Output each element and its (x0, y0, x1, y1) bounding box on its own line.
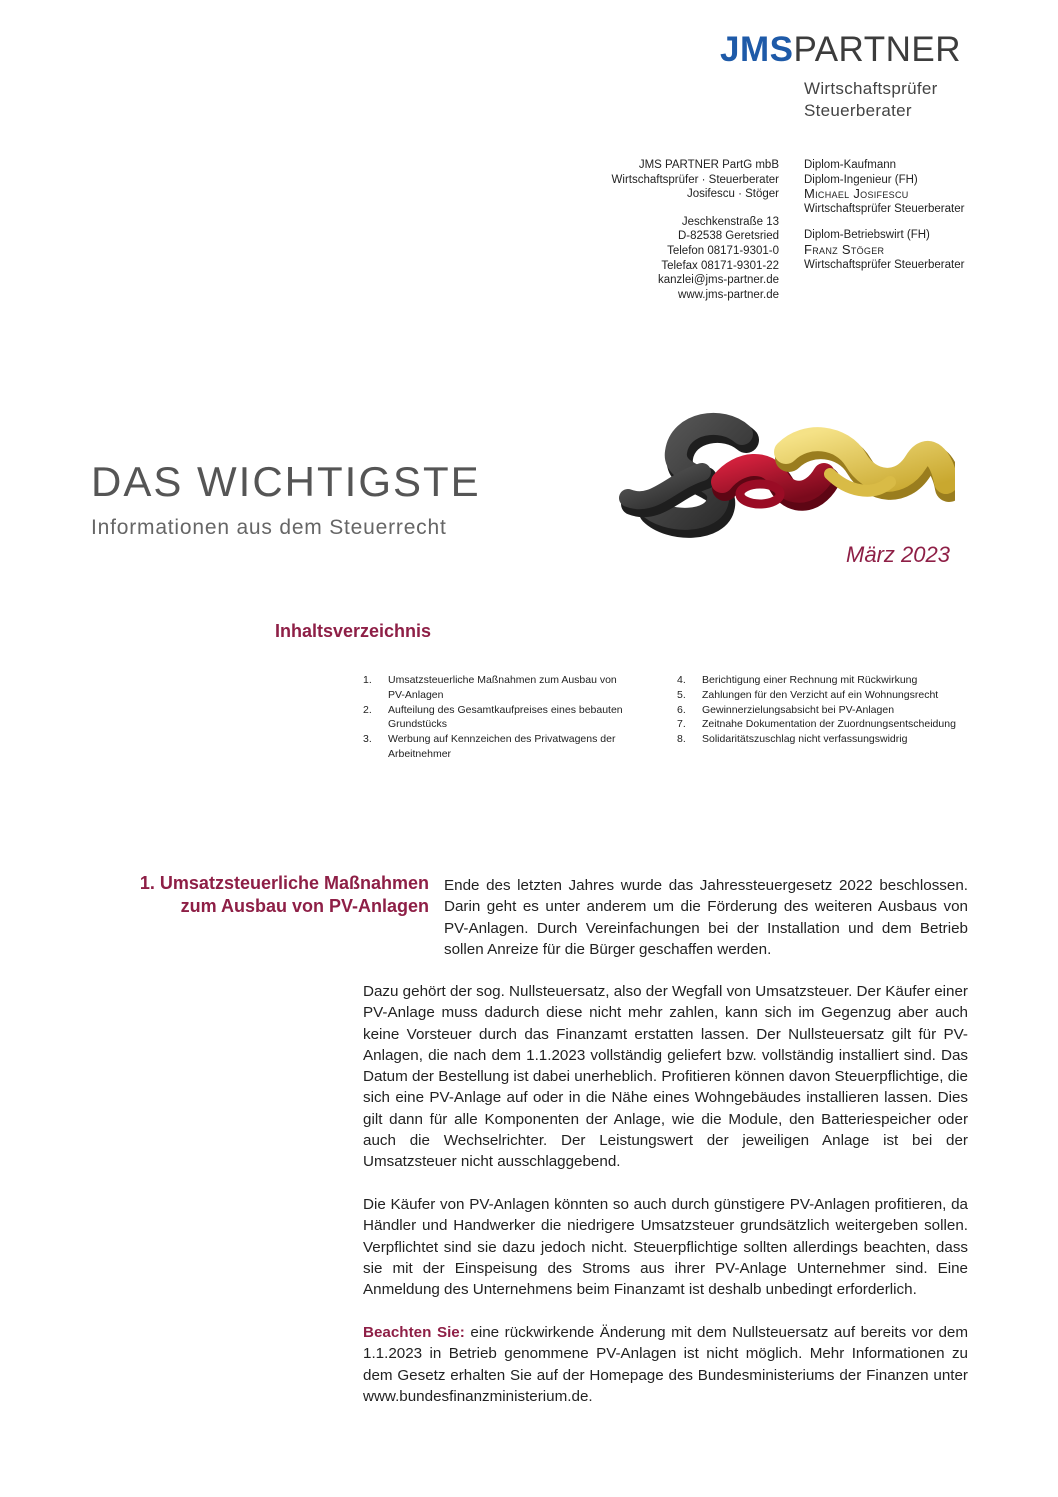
address-fax: Telefax 08171-9301-22 (661, 259, 779, 272)
toc-item-text: Zahlungen für den Verzicht auf ein Wohnungsrecht (702, 688, 939, 701)
address-street: Jeschkenstraße 13 (681, 215, 779, 228)
note-text: eine rückwirkende Änderung mit dem Nullsteuersatz auf bereits vor dem 1.1.2023 in Betrieb genommene PV-Anlagen ist nicht möglich. Mehr Informationen zu dem Gesetz erhalten Sie auf der Homepage des Bundesministeriums der Finanzen unter www.bundesfinanzministerium.de. (363, 1324, 968, 1405)
logo-sub-line1: Wirtschaftsprüfer (804, 79, 938, 98)
toc-item-text: Berichtigung einer Rechnung mit Rückwirkung (702, 674, 918, 686)
paragraph-symbols-icon (610, 412, 955, 552)
partner2-role: Wirtschaftsprüfer Steuerberater (804, 258, 965, 271)
section-1-paragraph-3: Die Käufer von PV-Anlagen könnten so auch durch günstigere PV-Anlagen profitieren, da Händler und Handwerker die niedrigere Umsatzsteuer grundsätzlich weitergeben sollen. Verpflichtet sind sie dazu jedoch nicht. Steuerpflichtige sollten allerdings beachten, dass sie mit der Einspeisung des Stroms aus ihrer PV-Anlage Unternehmer sind. Eine Anmeldung des Unternehmens beim Finanzamt ist deshalb unbedingt erforderlich. (363, 1196, 968, 1299)
page-title: DAS WICHTIGSTE (91, 458, 481, 505)
logo-jms: JMS (720, 30, 794, 69)
section-1-paragraph-2: Dazu gehört der sog. Nullsteuersatz, also der Wegfall von Umsatzsteuer. Der Käufer einer PV-Anlage muss dadurch diese nicht mehr zahlen, kann sich im Gegenzug aber auch keine Vorsteuer durch das Finanzamt erstatten lassen. Der Nullsteuersatz gilt für PV-Anlagen, die nach dem 1.1.2023 vollständig geliefert bzw. vollständig installiert sind. Das Datum der Bestellung ist dabei unerheblich. Profitieren können davon Steuerpflichtige, die sich eine PV-Anlage auf oder in die Nähe eines Wohngebäudes installieren lassen. Dies gilt dann für alle Komponenten der Anlage, wie die Module, den Batteriespeicher oder auch die Wechselrichter. Der Leistungswert der jeweiligen Anlage ist bei der Umsatzsteuer nicht ausschlaggebend. (363, 983, 968, 1171)
address-city: D-82538 Geretsried (678, 230, 779, 243)
toc-item-number: 1. (363, 674, 372, 686)
page-subtitle: Informationen aus dem Steuerrecht (91, 516, 447, 539)
toc-item[interactable] (363, 703, 628, 733)
toc-item[interactable] (677, 688, 977, 703)
toc-item-number: 2. (363, 703, 372, 716)
logo-subtitle (804, 78, 938, 122)
partner1-name: Michael Josifescu (804, 186, 909, 202)
toc-item[interactable] (677, 732, 977, 747)
toc-left-column (363, 673, 628, 762)
partner1-role: Wirtschaftsprüfer Steuerberater (804, 202, 965, 215)
partner1-degree1: Diplom-Kaufmann (804, 159, 897, 171)
toc-item[interactable] (677, 717, 977, 732)
partner1-degree2: Diplom-Ingenieur (FH) (804, 173, 918, 186)
address-block (519, 158, 779, 302)
section-1-heading (100, 872, 429, 918)
toc-item-number: 3. (363, 733, 372, 746)
logo-sub-line2: Steuerberater (804, 101, 912, 120)
logo-partner: PARTNER (793, 30, 961, 69)
toc-item-number: 8. (677, 733, 686, 746)
toc-item-text: Werbung auf Kennzeichen des Privatwagens der Arbeitnehmer (388, 733, 616, 760)
toc-item-text: Umsatzsteuerliche Maßnahmen zum Ausbau von PV-Anlagen (388, 674, 617, 701)
section-1-heading-line2: zum Ausbau von PV-Anlagen (180, 896, 429, 916)
section-1-paragraph-4 (363, 1322, 968, 1407)
toc-heading: Inhaltsverzeichnis (275, 621, 432, 641)
partner2-name: Franz Stöger (804, 241, 885, 257)
toc-item[interactable] (363, 673, 628, 703)
partner2-degree1: Diplom-Betriebswirt (FH) (804, 229, 930, 242)
toc-item-text: Gewinnerzielungsabsicht bei PV-Anlagen (702, 703, 895, 716)
toc-item-number: 7. (677, 718, 686, 731)
toc-item[interactable] (677, 673, 977, 688)
toc-right-column (677, 673, 977, 747)
issue-date: März 2023 (846, 542, 950, 567)
toc-item-text: Zeitnahe Dokumentation der Zuordnungsentscheidung (702, 718, 956, 731)
address-email[interactable]: kanzlei@jms-partner.de (658, 274, 779, 287)
logo (720, 30, 961, 70)
toc-item-number: 4. (677, 674, 686, 686)
section-1-heading-line1: 1. Umsatzsteuerliche Maßnahmen (139, 873, 429, 893)
address-line3: Josifescu · Stöger (686, 188, 779, 201)
red-paragraph-symbol (722, 465, 827, 504)
toc-item[interactable] (363, 732, 628, 762)
toc-item-text: Solidaritätszuschlag nicht verfassungswidrig (702, 733, 908, 746)
toc-item-number: 6. (677, 703, 686, 716)
note-label: Beachten Sie: (363, 1324, 465, 1341)
address-web[interactable]: www.jms-partner.de (678, 288, 779, 301)
section-1-paragraph-1: Ende des letzten Jahres wurde das Jahressteuergesetz 2022 beschlossen. Darin geht es unter anderem um die Förderung des weiteren Ausbaus von PV-Anlagen. Durch Vereinfachungen bei der Installation und dem Betrieb sollen Anreize für die Bürger geschaffen werden. (444, 877, 968, 958)
address-phone: Telefon 08171-9301-0 (667, 244, 779, 257)
toc-item-number: 5. (677, 688, 686, 701)
address-line1: JMS PARTNER PartG mbB (638, 159, 779, 171)
toc-item[interactable] (677, 703, 977, 718)
toc-item-text: Aufteilung des Gesamtkaufpreises eines bebauten Grundstücks (388, 703, 623, 731)
address-line2: Wirtschaftsprüfer · Steuerberater (611, 173, 779, 186)
partners-block (804, 158, 1044, 272)
